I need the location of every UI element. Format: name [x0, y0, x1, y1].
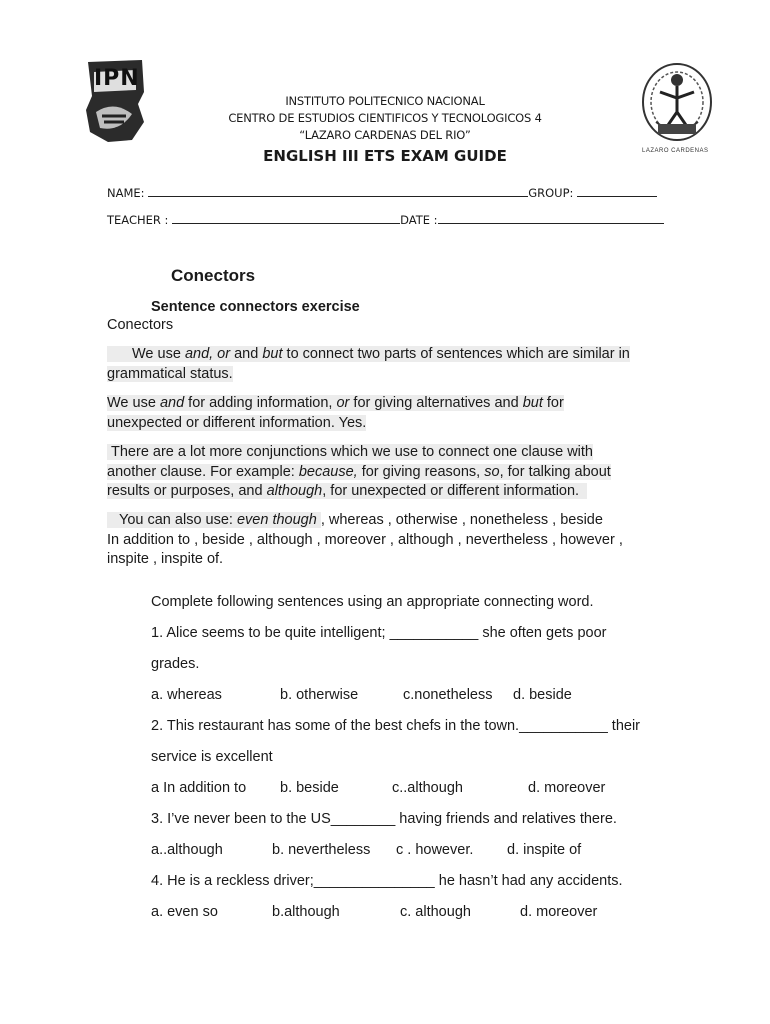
teacher-date-row: [107, 212, 667, 227]
q1-option-a: a. whereas: [151, 687, 222, 703]
p3-text: for giving reasons,: [357, 463, 485, 480]
teacher-label: TEACHER :: [107, 213, 173, 227]
paragraph-2: [107, 394, 667, 433]
p3-text: results or purposes, and: [107, 483, 267, 499]
section-label: Conectors: [107, 317, 174, 333]
p4-text-line3: inspite , inspite of.: [107, 551, 224, 567]
p3-text: , for talking about: [499, 463, 611, 480]
q1-option-c: c.nonetheless: [403, 687, 493, 703]
page-title: ENGLISH III ETS EXAM GUIDE: [263, 147, 507, 165]
p3-text: another clause. For example:: [107, 463, 299, 480]
p2-text-line2: unexpected or different information. Yes.: [107, 414, 367, 431]
cecyt-logo: [638, 62, 716, 160]
paragraph-3: [107, 443, 677, 502]
p3-italic-because: because,: [298, 463, 358, 480]
question-2-text-line2: service is excellent: [151, 749, 273, 765]
paragraph-1: [107, 345, 667, 384]
p3-italic-although: although: [266, 483, 323, 499]
question-4-text: 4. He is a reckless driver;_______________ he hasn’t had any accidents.: [151, 873, 623, 889]
p3-text-line1: There are a lot more conjunctions which we use to connect one clause with: [107, 444, 593, 460]
q1-option-d: d. beside: [513, 687, 572, 703]
question-3-text: 3. I’ve never been to the US________ having friends and relatives there.: [151, 811, 617, 827]
p1-text-line2: grammatical status.: [107, 365, 233, 382]
question-2-text: 2. This restaurant has some of the best chefs in the town.___________ their: [151, 718, 641, 734]
cecyt-logo-graphic: [638, 62, 716, 146]
p4-text: , whereas , otherwise , nonetheless , beside: [320, 512, 603, 528]
cecyt-logo-caption: LAZARO CARDENAS: [642, 148, 709, 154]
p2-text: We use: [107, 395, 160, 411]
p4-text: You can also use:: [119, 512, 237, 528]
q1-option-b: b. otherwise: [280, 687, 359, 703]
q3-option-b: b. nevertheless: [272, 842, 371, 858]
q3-option-d: d. inspite of: [507, 842, 582, 858]
p4-italic-even-though: even though: [236, 512, 321, 528]
ipn-logo: [80, 52, 150, 148]
institution-name: INSTITUTO POLITECNICO NACIONAL: [285, 94, 485, 108]
group-field[interactable]: [577, 185, 657, 197]
exercise-instruction: Complete following sentences using an appropriate connecting word.: [151, 594, 594, 610]
p1-text: to connect two parts of sentences which are similar in: [282, 346, 630, 362]
school-subtitle: “LAZARO CARDENAS DEL RIO”: [299, 128, 471, 142]
p1-text: We use: [132, 346, 185, 362]
question-1-text-line2: grades.: [151, 656, 200, 672]
p3-text: , for unexpected or different information.: [322, 483, 580, 499]
date-label: DATE :: [400, 213, 438, 227]
name-field[interactable]: [148, 185, 528, 197]
paragraph-4: [107, 511, 677, 570]
q3-option-a: a..although: [151, 842, 223, 858]
p2-text: for giving alternatives and: [349, 395, 523, 411]
section-heading: Conectors: [171, 266, 256, 285]
group-label: GROUP:: [528, 186, 574, 200]
p1-text: and: [230, 346, 263, 362]
p2-text: for: [542, 395, 564, 411]
name-group-row: [107, 185, 667, 200]
p3-italic-so: so: [484, 463, 500, 480]
p2-text: for adding information,: [184, 395, 337, 411]
q3-option-c: c . however.: [396, 842, 474, 858]
q4-option-b: b.although: [272, 904, 340, 920]
q2-option-b: b. beside: [280, 780, 339, 796]
section-subheading: Sentence connectors exercise: [151, 299, 360, 315]
p4-text-line2: In addition to , beside , although , moreover , although , nevertheless , however ,: [107, 531, 623, 548]
p2-italic-and: and: [159, 395, 185, 411]
teacher-field[interactable]: [172, 212, 400, 224]
p1-italic-but: but: [262, 346, 283, 362]
q2-option-d: d. moreover: [528, 780, 606, 796]
question-1-text: 1. Alice seems to be quite intelligent; ___________ she often gets poor: [151, 625, 607, 641]
school-name: CENTRO DE ESTUDIOS CIENTIFICOS Y TECNOLOGICOS 4: [228, 111, 542, 125]
p2-italic-or: or: [336, 395, 350, 411]
p2-italic-but: but: [522, 395, 543, 411]
q2-option-a: a In addition to: [151, 780, 247, 796]
ipn-logo-text: IPN: [94, 66, 140, 91]
q4-option-d: d. moreover: [520, 904, 598, 920]
p1-italic-and-or: and, or: [184, 346, 231, 362]
q2-option-c: c..although: [392, 780, 463, 796]
q4-option-c: c. although: [400, 904, 471, 920]
date-field[interactable]: [438, 212, 664, 224]
name-label: NAME:: [107, 186, 149, 200]
q4-option-a: a. even so: [151, 904, 218, 920]
